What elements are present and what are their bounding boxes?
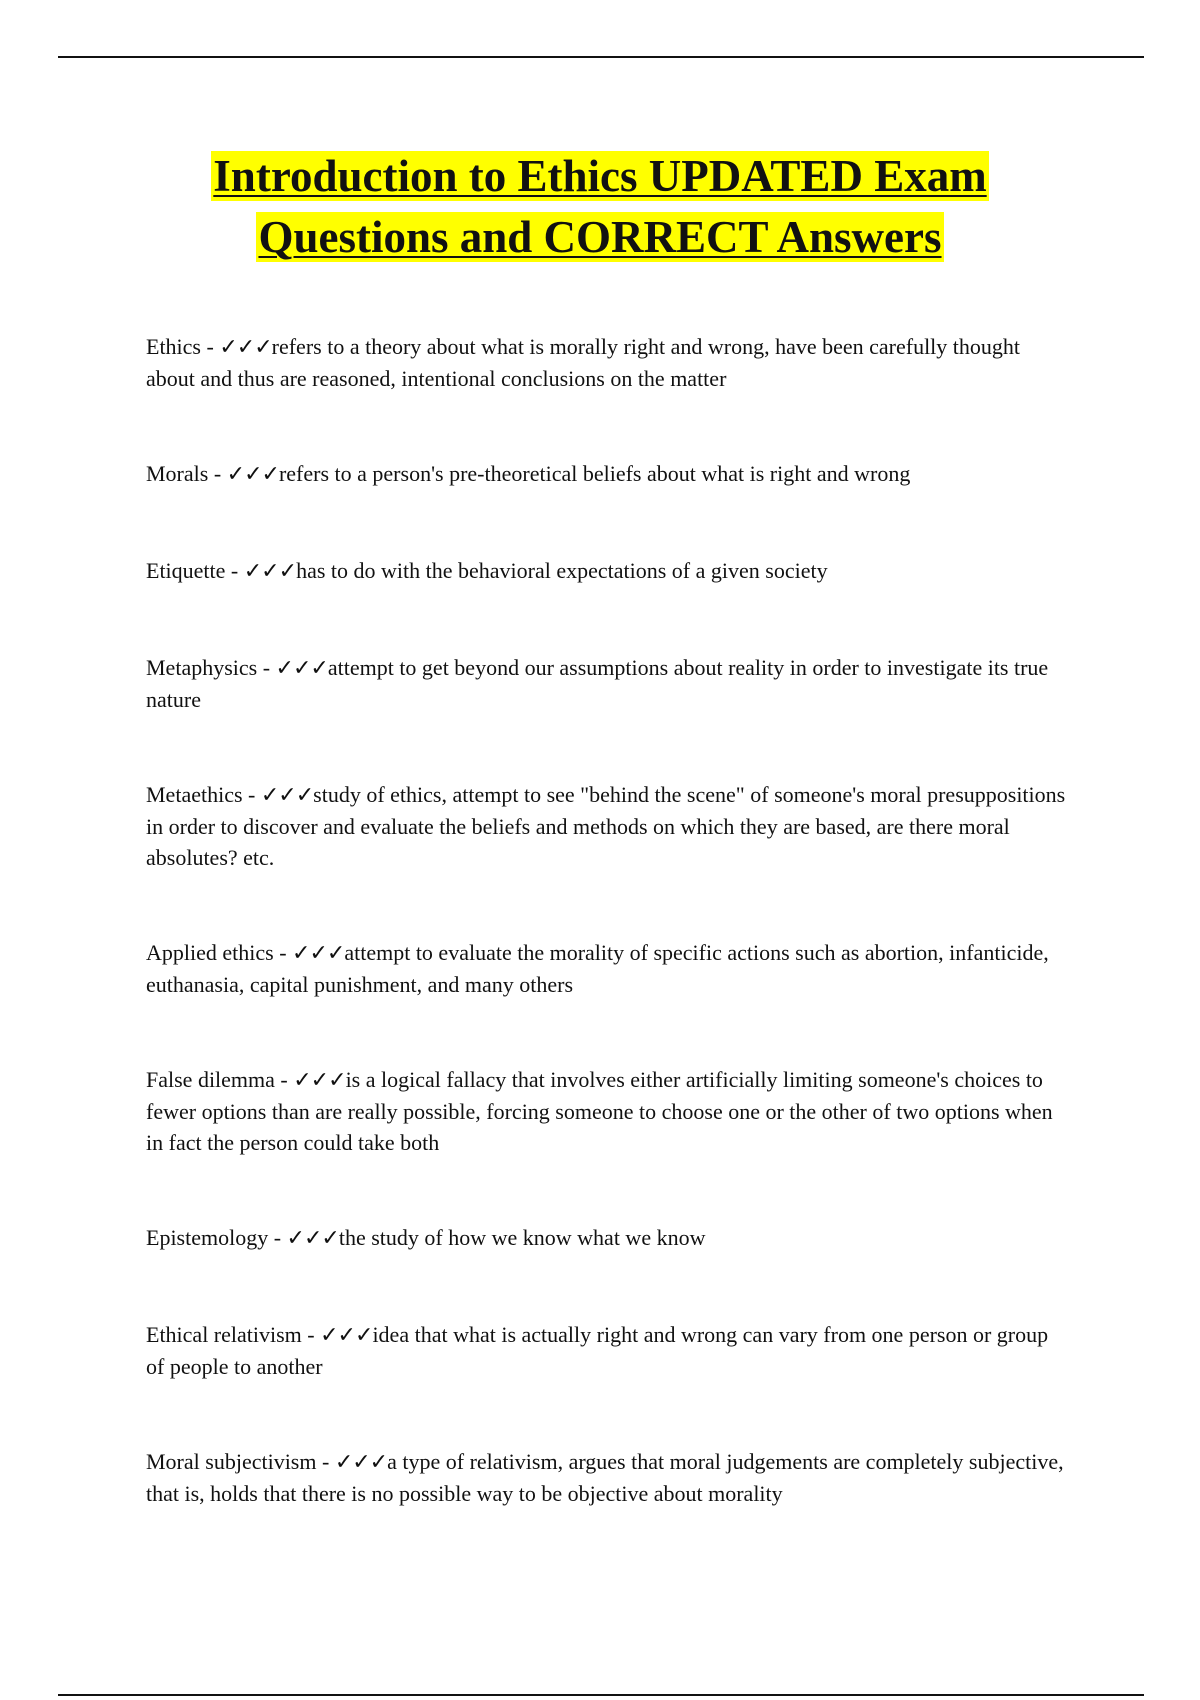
qa-entry	[146, 1222, 1066, 1254]
entry-separator: -	[316, 1449, 335, 1474]
check-marks-icon: ✓✓✓	[286, 1226, 339, 1251]
qa-entry	[146, 937, 1066, 1000]
entry-definition: refers to a theory about what is morally right and wrong, have been carefully thought about and thus are reasoned, intentional conclusions on the matter	[146, 334, 1021, 391]
entry-separator: -	[301, 1322, 321, 1347]
qa-entry	[146, 1446, 1066, 1509]
entry-definition: is a logical fallacy that involves either artificially limiting someone's choices to fewer options than are really possible, forcing someone to choose one or the other of two options when in fact the person could take both	[146, 1067, 1053, 1155]
check-marks-icon: ✓✓✓	[243, 559, 297, 584]
qa-entry	[146, 458, 1066, 490]
entry-separator: -	[257, 655, 276, 680]
top-rule	[58, 56, 1144, 58]
entry-term: Ethical relativism	[146, 1322, 302, 1347]
check-marks-icon: ✓✓✓	[260, 783, 314, 808]
entry-term: Metaethics	[146, 782, 243, 807]
entry-separator: -	[242, 782, 261, 807]
entry-term: Ethics	[146, 334, 201, 359]
check-marks-icon: ✓✓✓	[219, 335, 272, 360]
entry-definition: study of ethics, attempt to see "behind the scene" of someone's moral presuppositions in order to discover and evaluate the beliefs and methods on which they are based, are there moral absolutes? etc.	[146, 782, 1066, 870]
entry-definition: a type of relativism, argues that moral judgements are completely subjective, that is, holds that there is no possible way to be objective about morality	[146, 1449, 1064, 1506]
entry-separator: -	[274, 1067, 294, 1092]
entry-definition: the study of how we know what we know	[338, 1225, 706, 1250]
entry-definition: attempt to evaluate the morality of specific actions such as abortion, infanticide, euthanasia, capital punishment, and many others	[146, 940, 1049, 997]
entry-separator: -	[225, 558, 244, 583]
entry-separator: -	[201, 334, 220, 359]
qa-entry	[146, 652, 1066, 715]
entry-term: Applied ethics	[146, 940, 274, 965]
entry-term: Etiquette	[146, 558, 226, 583]
entry-definition: idea that what is actually right and wrong can vary from one person or group of people to another	[146, 1322, 1049, 1379]
check-marks-icon: ✓✓✓	[293, 1068, 346, 1093]
entry-term: False dilemma	[146, 1067, 275, 1092]
check-marks-icon: ✓✓✓	[275, 656, 328, 681]
entry-separator: -	[273, 940, 293, 965]
check-marks-icon: ✓✓✓	[334, 1450, 388, 1475]
qa-entry	[146, 1064, 1066, 1158]
entry-separator: -	[208, 461, 227, 486]
check-marks-icon: ✓✓✓	[226, 462, 279, 487]
check-marks-icon: ✓✓✓	[292, 941, 345, 966]
entry-definition: has to do with the behavioral expectations of a given society	[296, 558, 828, 583]
qa-entry	[146, 1319, 1066, 1382]
title-highlight: Introduction to Ethics UPDATED Exam Questions and CORRECT Answers	[213, 151, 987, 262]
title-block	[130, 146, 1070, 268]
bottom-rule	[58, 1694, 1144, 1696]
qa-entry	[146, 331, 1066, 394]
entry-term: Morals	[146, 461, 209, 486]
entry-term: Moral subjectivism	[146, 1449, 317, 1474]
entry-definition: attempt to get beyond our assumptions about reality in order to investigate its true nature	[146, 655, 1049, 712]
entry-term: Metaphysics	[146, 655, 258, 680]
check-marks-icon: ✓✓✓	[320, 1323, 373, 1348]
entry-separator: -	[268, 1225, 287, 1250]
entry-term: Epistemology	[146, 1225, 269, 1250]
qa-entry	[146, 555, 1066, 587]
qa-entry	[146, 779, 1066, 873]
entry-definition: refers to a person's pre-theoretical beliefs about what is right and wrong	[278, 461, 911, 486]
document-title	[130, 146, 1070, 268]
